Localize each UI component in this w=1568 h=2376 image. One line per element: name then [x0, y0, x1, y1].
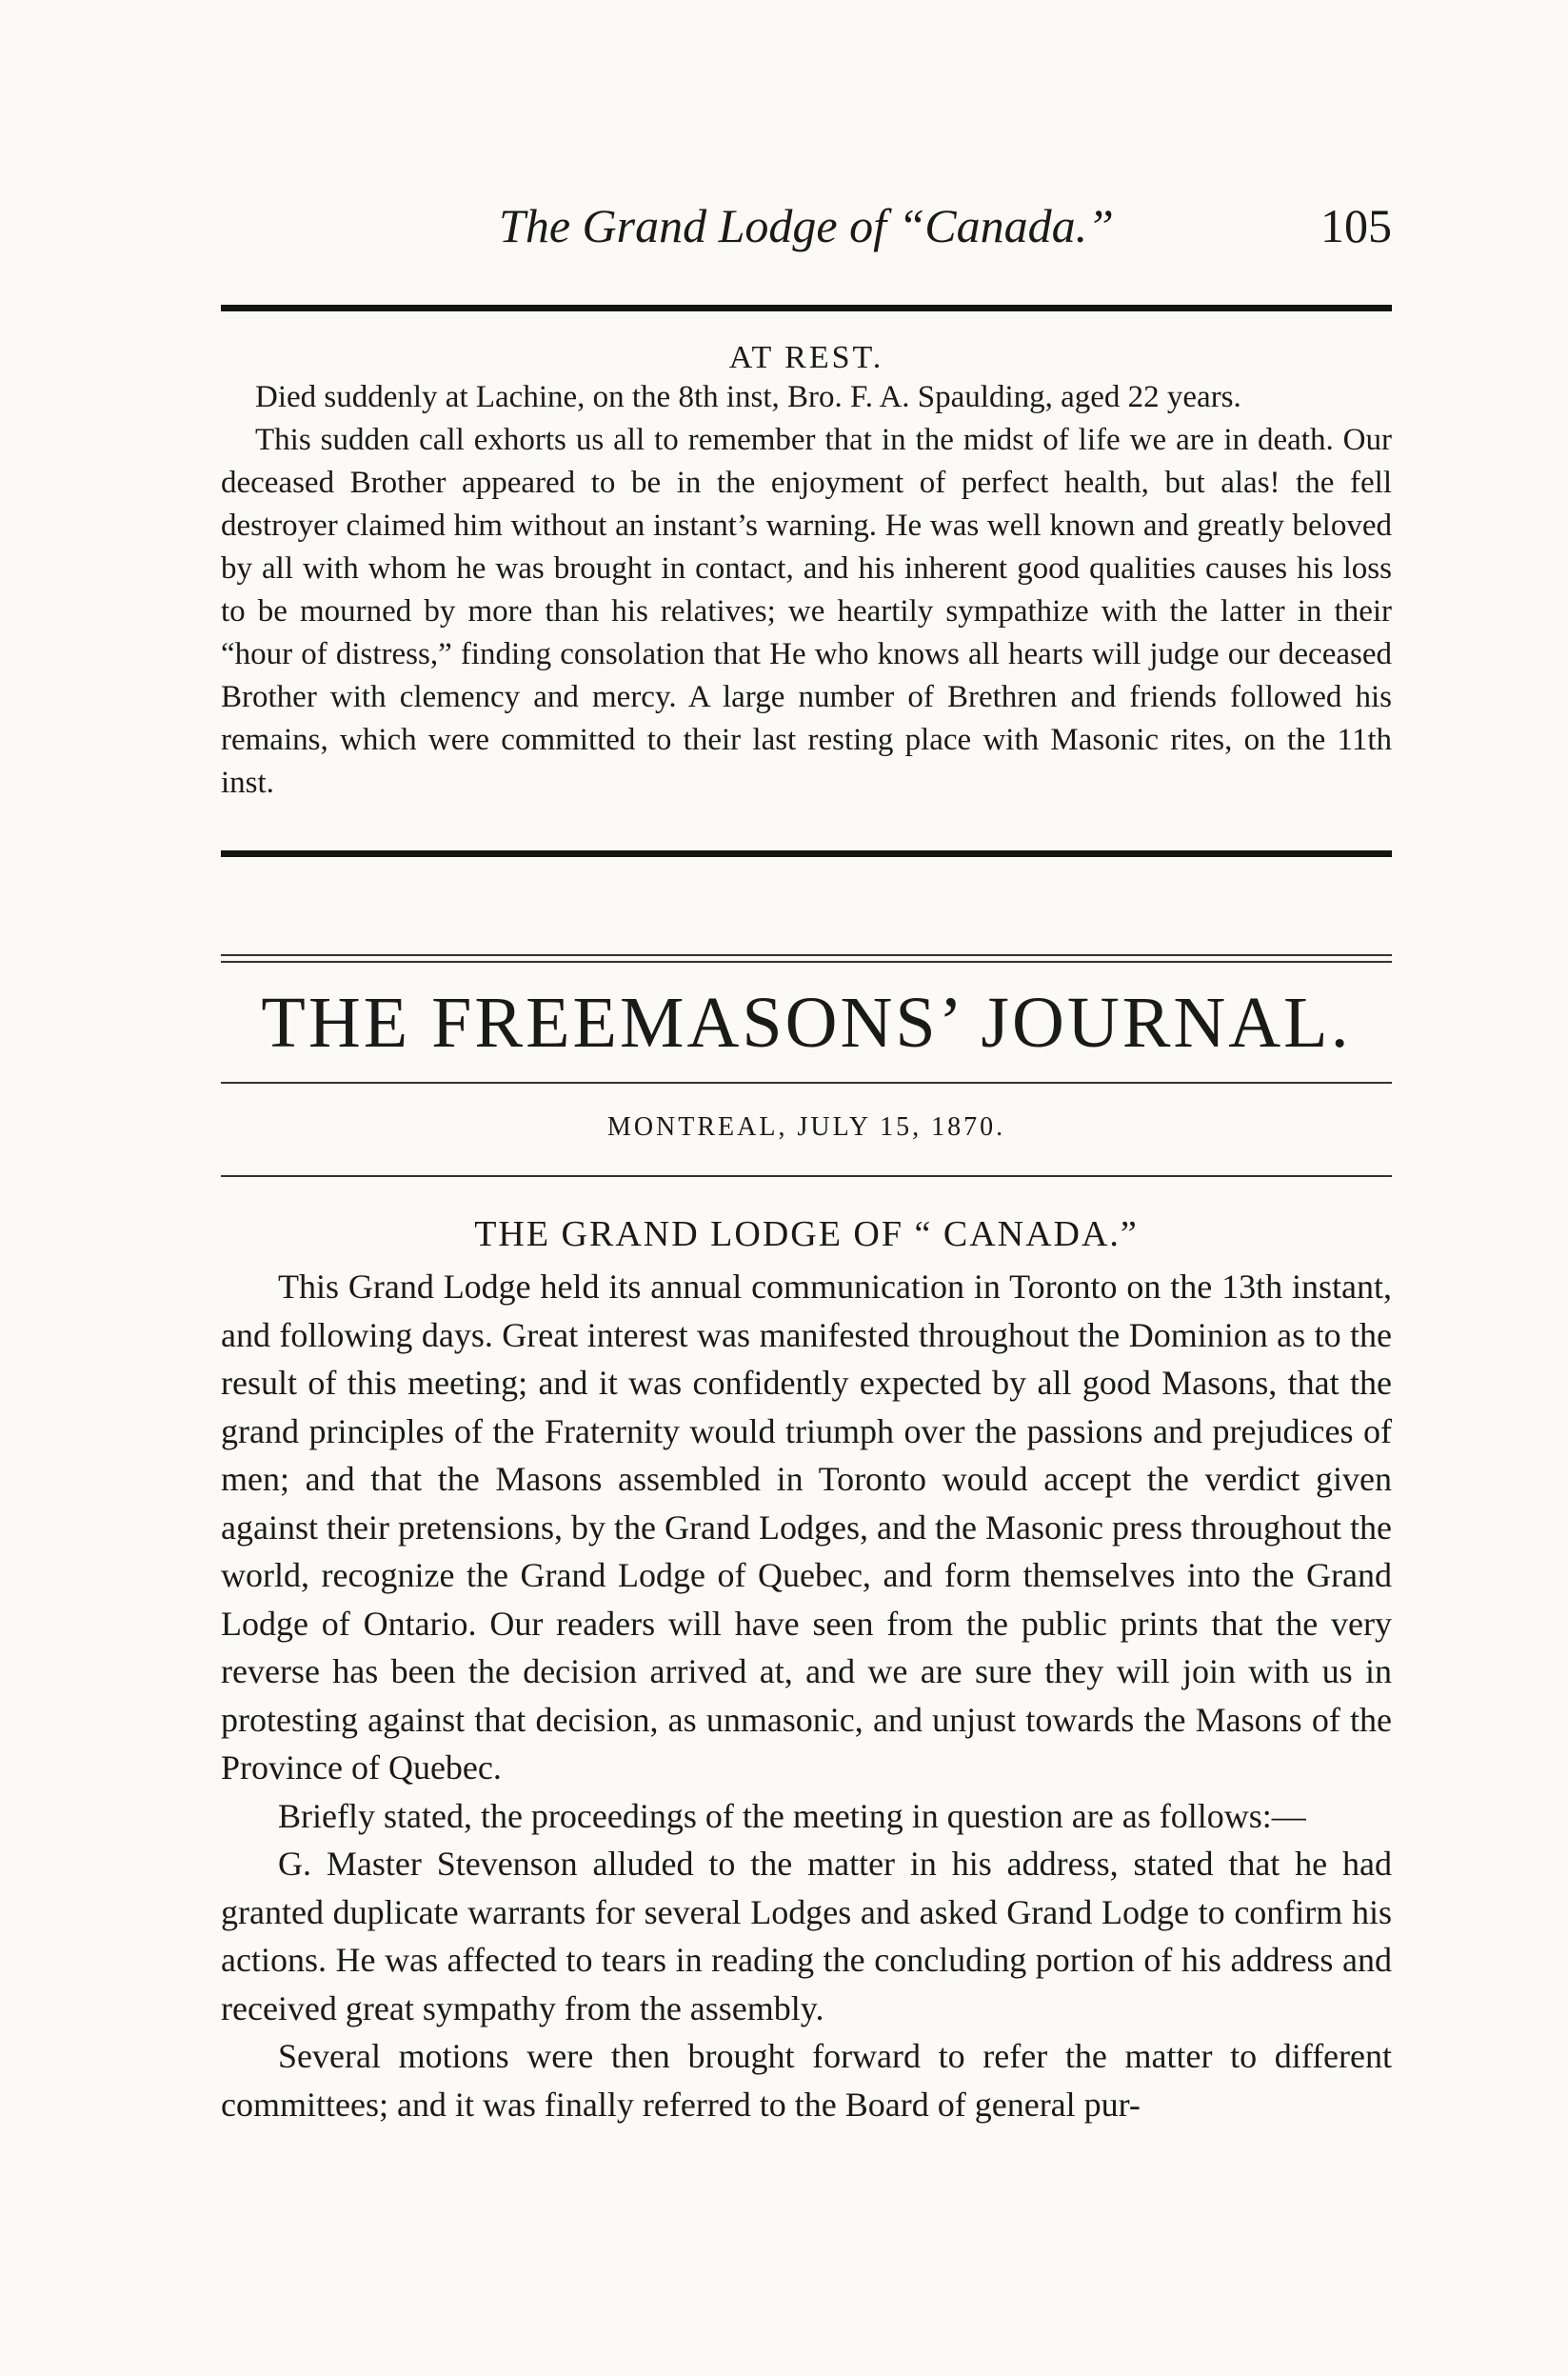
masthead-top-rule — [221, 954, 1392, 963]
at-rest-paragraph: Died suddenly at Lachine, on the 8th inst, Bro. F. A. Spaulding, aged 22 years. — [255, 380, 1241, 414]
top-divider — [221, 305, 1392, 311]
article-paragraph: This Grand Lodge held its annual communication in Toronto on the 13th instant, and following days. Great interest was manifested throughout the Dominion as to the result of this meeting; and it was confidently expected by all good Masons, that the grand principles of the Fraternity would triumph over the passions and prejudices of men; and that the Masons assembled in Toronto would accept the verdict given against their pretensions, by the Grand Lodges, and the Masonic press throughout the world, recognize the Grand Lodge of Quebec, and form themselves into the Grand Lodge of Ontario. Our readers will have seen from the public prints that the very reverse has been the decision arrived at, and we are sure they will join with us in protesting against that decision, as unmasonic, and unjust towards the Masons of the Province of Quebec. — [221, 1268, 1392, 1787]
article-body — [221, 1263, 1392, 2128]
article-paragraph: Several motions were then brought forward to refer the matter to different committees; and it was finally referred to the Board of general pur- — [221, 2037, 1392, 2124]
running-head — [221, 181, 1392, 267]
masthead-bottom-rule — [221, 1082, 1392, 1084]
running-title: The Grand Lodge of “Canada.” — [499, 199, 1114, 252]
page-number: 105 — [1320, 199, 1392, 252]
at-rest-paragraph: This sudden call exhorts us all to remember that in the midst of life we are in death. Our deceased Brother appeared to be in the enjoyment of perfect health, but alas! the fell destroyer claimed him without an instant’s warning. He was well known and greatly beloved by all with whom he was brought in contact, and his inherent good qualities causes his loss to be mourned by more than his relatives; we heartily sympathize with the latter in their “hour of distress,” finding consolation that He who knows all hearts will judge our deceased Brother with clemency and mercy. A large number of Brethren and friends followed his remains, which were committed to their last resting place with Masonic rites, on the 11th inst. — [221, 423, 1392, 800]
masthead — [221, 954, 1392, 1177]
at-rest-body — [221, 376, 1392, 805]
article — [221, 1213, 1392, 2128]
section-divider — [221, 850, 1392, 857]
dateline-rule — [221, 1175, 1392, 1177]
dateline: MONTREAL, JULY 15, 1870. — [606, 1112, 1006, 1142]
article-paragraph: Briefly stated, the proceedings of the meeting in question are as follows:— — [278, 1796, 1306, 1835]
article-heading: THE GRAND LODGE OF “ CANADA.” — [474, 1214, 1139, 1254]
book-page — [221, 181, 1392, 2128]
at-rest-section — [221, 340, 1392, 805]
article-paragraph: G. Master Stevenson alluded to the matter in his address, stated that he had granted duplicate warrants for several Lodges and asked Grand Lodge to confirm his actions. He was affected to tears in reading the concluding portion of his address and received great sympathy from the assembly. — [221, 1845, 1392, 2027]
at-rest-heading: AT REST. — [728, 340, 884, 375]
journal-title: THE FREEMASONS’ JOURNAL. — [261, 983, 1352, 1063]
